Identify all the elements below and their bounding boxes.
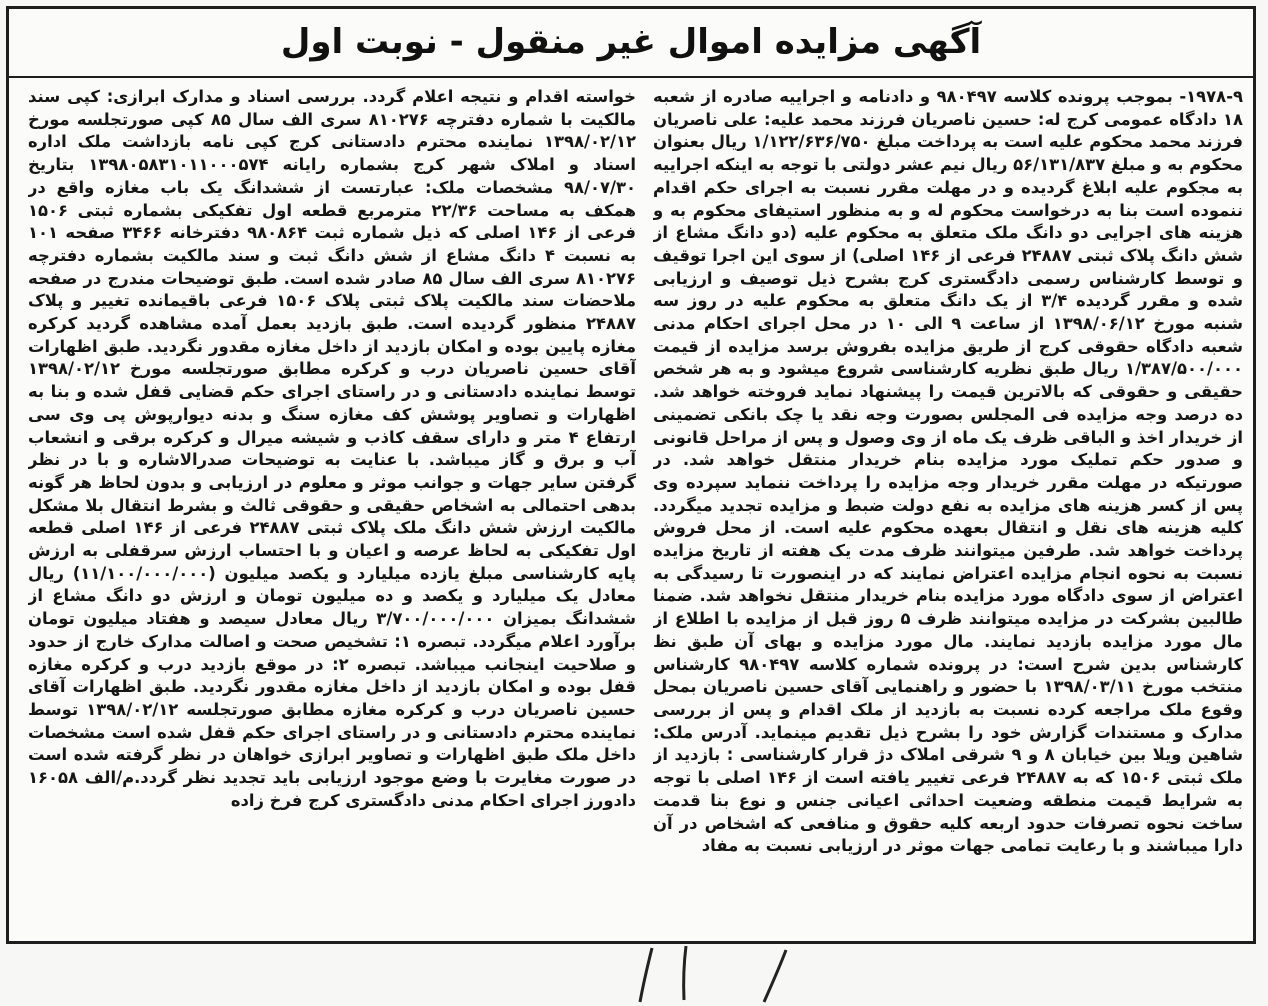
notice-title: آگهی مزایده اموال غیر منقول - نوبت اول (280, 22, 982, 62)
text-column-right (653, 86, 1243, 936)
title-box (6, 6, 1256, 78)
body-paragraph-right: ۱۹۷۸-۹- بموجب پرونده کلاسه ۹۸۰۴۹۷ و دادنامه و اجراییه صادره از شعبه ۱۸ دادگاه عمومی کرج له: حسین ناصریان فرزند محمد علیه: علی ناصریان فرزند محمد محکوم علیه است به پرداخت مبلغ ۱/۱۲۲/۶۳۶/۷۵۰ ریال بعنوان محکوم به و مبلغ ۵۶/۱۳۱/۸۳۷ ریال نیم عشر دولتی با توجه به اینکه اجراییه به مجکوم علیه ابلاغ گردیده و در مهلت مقرر نسبت به اجرای حکم اقدام ننموده است بنا به درخواست محکوم له و به منظور استیفای محکوم به و هزینه های اجرایی دو دانگ ملک متعلق به محکوم علیه (دو دانگ مشاع از شش دانگ پلاک ثبتی ۲۴۸۸۷ فرعی از ۱۴۶ اصلی) از سوی این اجرا توقیف و توسط کارشناس رسمی دادگستری کرج بشرح ذیل توصیف و ارزیابی شده و مقرر گردیده ۳/۴ از یک دانگ متعلق به محکوم علیه در روز سه شنبه مورخ ۱۳۹۸/۰۶/۱۲ از ساعت ۹ الی ۱۰ در محل اجرای احکام مدنی شعبه دادگاه حقوقی کرج از طریق مزایده بفروش برسد مزایده از قیمت ۱/۳۸۷/۵۰۰/۰۰۰ ریال طبق نظریه کارشناسی شروع میشود و به هر شخص حقیقی و حقوقی که بالاترین قیمت را پیشنهاد نماید فروخته خواهد شد. ده درصد وجه مزایده فی المجلس بصورت وجه نقد یا چک بانکی تضمینی از خریدار اخذ و الباقی ظرف یک ماه از وی وصول و پس از مراحل قانونی و صدور حکم تملیک مورد مزایده بنام خریدار منتقل خواهد شد. در صورتیکه در مهلت مقرر خریدار وجه مزایده را پرداخت ننماید سپرده وی پس از کسر هزینه های مزایده به نفع دولت ضبط و مزایده تجدید میگردد. کلیه هزینه های نقل و انتقال بعهده محکوم علیه است. از محل فروش پرداخت خواهد شد. طرفین میتوانند ظرف مدت یک هفته از تاریخ مزایده نسبت به نحوه انجام مزایده اعتراض نمایند که در اینصورت تا رسیدگی به اعتراض از سوی دادگاه مورد مزایده بنام خریدار منتقل نخواهد شد. ضمنا طالبین بشرکت در مزایده میتوانند ظرف ۵ روز قبل از مزایده با اطلاع از مال مورد مزایده بازدید نمایند. مال مورد مزایده و بهای آن طبق نظ کارشناس بدین شرح است: در پرونده شماره کلاسه ۹۸۰۴۹۷ کارشناس منتخب مورخ ۱۳۹۸/۰۳/۱۱ با حضور و راهنمایی آقای حسین ناصریان بمحل وقوع ملک مراجعه کرده نسبت به بازدید از ملک اقدام و پس از بررسی مدارک و مستندات گزارش خود را بشرح ذیل تقدیم مینماید. آدرس ملک: شاهین ویلا بین خیابان ۸ و ۹ شرقی املاک دژ قرار کارشناسی : بازدید از ملک ثبتی ۱۵۰۶ که به ۲۴۸۸۷ فرعی تغییر یافته است از ۱۴۶ اصلی با توجه به شرایط قیمت منطقه وضعیت احداثی اعیانی جنس و نوع بنا قدمت ساخت نحوه تصرفات حدود اربعه کلیه حقوق و منافعی که اشخاص در آن دارا میباشند و با رعایت تمامی جهات موثر در ارزیابی نسبت به مفاد (653, 87, 1243, 856)
handwritten-marks (0, 944, 1268, 1006)
text-column-left (28, 86, 636, 936)
body-paragraph-left: خواسته اقدام و نتیجه اعلام گردد. بررسی اسناد و مدارک ابرازی: کپی سند مالکیت با شماره دفترچه ۸۱۰۲۷۶ سری الف سال ۸۵ کپی صورتجلسه مورخ ۱۳۹۸/۰۲/۱۲ نماینده محترم دادستانی کرج کپی نامه بازداشت ملک اداره اسناد و املاک شهر کرج بشماره رایانه ۱۳۹۸۰۵۸۳۱۰۱۱۰۰۰۵۷۴ بتاریخ ۹۸/۰۷/۳۰ مشخصات ملک: عبارتست از ششدانگ یک باب مغازه واقع در همکف به مساحت ۲۲/۳۶ مترمربع قطعه اول تفکیکی بشماره ثبتی ۱۵۰۶ فرعی از ۱۴۶ اصلی که ذیل شماره ثبت ۹۸۰۸۶۴ دفترخانه ۳۴۶۶ صفحه ۱۰۱ به نسبت ۴ دانگ مشاع از شش دانگ ثبت و سند مالکیت بشماره دفترچه ۸۱۰۲۷۶ سری الف سال ۸۵ صادر شده است. طبق توضیحات مندرج در صفحه ملاحضات سند مالکیت پلاک ثبتی پلاک ۱۵۰۶ فرعی باقیمانده تغییر و پلاک ۲۴۸۸۷ منظور گردیده است. طبق بازدید بعمل آمده مشاهده گردید کرکره مغازه پایین بوده و امکان بازدید از داخل مغازه مقدور نگردید. طبق اظهارات آقای حسین ناصریان درب و کرکره مطابق صورتجلسه مورخ ۱۳۹۸/۰۲/۱۲ توسط نماینده دادستانی و در راستای اجرای حکم قضایی قفل شده و بنا به اظهارات و تصاویر پوشش کف مغازه سنگ و بدنه دیوارپوش پی وی سی ارتفاع ۴ متر و دارای سقف کاذب و شیشه میرال و کرکره برقی و انشعاب آب و برق و گاز میباشد. با عنایت به توضیحات صدرالاشاره و با در نظر گرفتن سایر جهات و جوانب موثر و معلوم در ارزیابی و بدون لحاظ هر گونه بدهی احتمالی به اشخاص حقیقی و حقوقی ثالث و بشرط انتقال بلا مشکل مالکیت ارزش شش دانگ ملک پلاک ثبتی ۲۴۸۸۷ فرعی از ۱۴۶ اصلی قطعه اول تفکیکی به لحاظ عرصه و اعیان و با احتساب ارزش سرقفلی به ارزش پایه کارشناسی مبلغ یازده میلیارد و یکصد میلیون (۱۱/۱۰۰/۰۰۰/۰۰۰) ریال معادل یک میلیارد و یکصد و ده میلیون تومان و ارزش دو دانگ مشاع از ششدانگ بمیزان ۳/۷۰۰/۰۰۰/۰۰۰ ریال معادل سیصد و هفتاد میلیون تومان برآورد اعلام میگردد. تبصره ۱: تشخیص صحت و اصالت مدارک خارج از حدود و صلاحیت اینجانب میباشد. تبصره ۲: در موقع بازدید درب و کرکره مغازه قفل بوده و امکان بازدید از داخل مغازه مقدور نگردید. طبق اظهارات آقای حسین ناصریان درب و کرکره مغازه مطابق صورتجلسه ۱۳۹۸/۰۲/۱۲ توسط نماینده محترم دادستانی و در راستای اجرای حکم قفل شده است مشخصات داخل ملک طبق اظهارات و تصاویر ابرازی خواهان در نظر گرفته شده است در صورت مغایرت با وضع موجود ارزیابی باید تجدید نظر گردد.م/الف ۱۶۰۵۸ دادورز اجرای احکام مدنی دادگستری کرج فرخ زاده (28, 87, 636, 810)
